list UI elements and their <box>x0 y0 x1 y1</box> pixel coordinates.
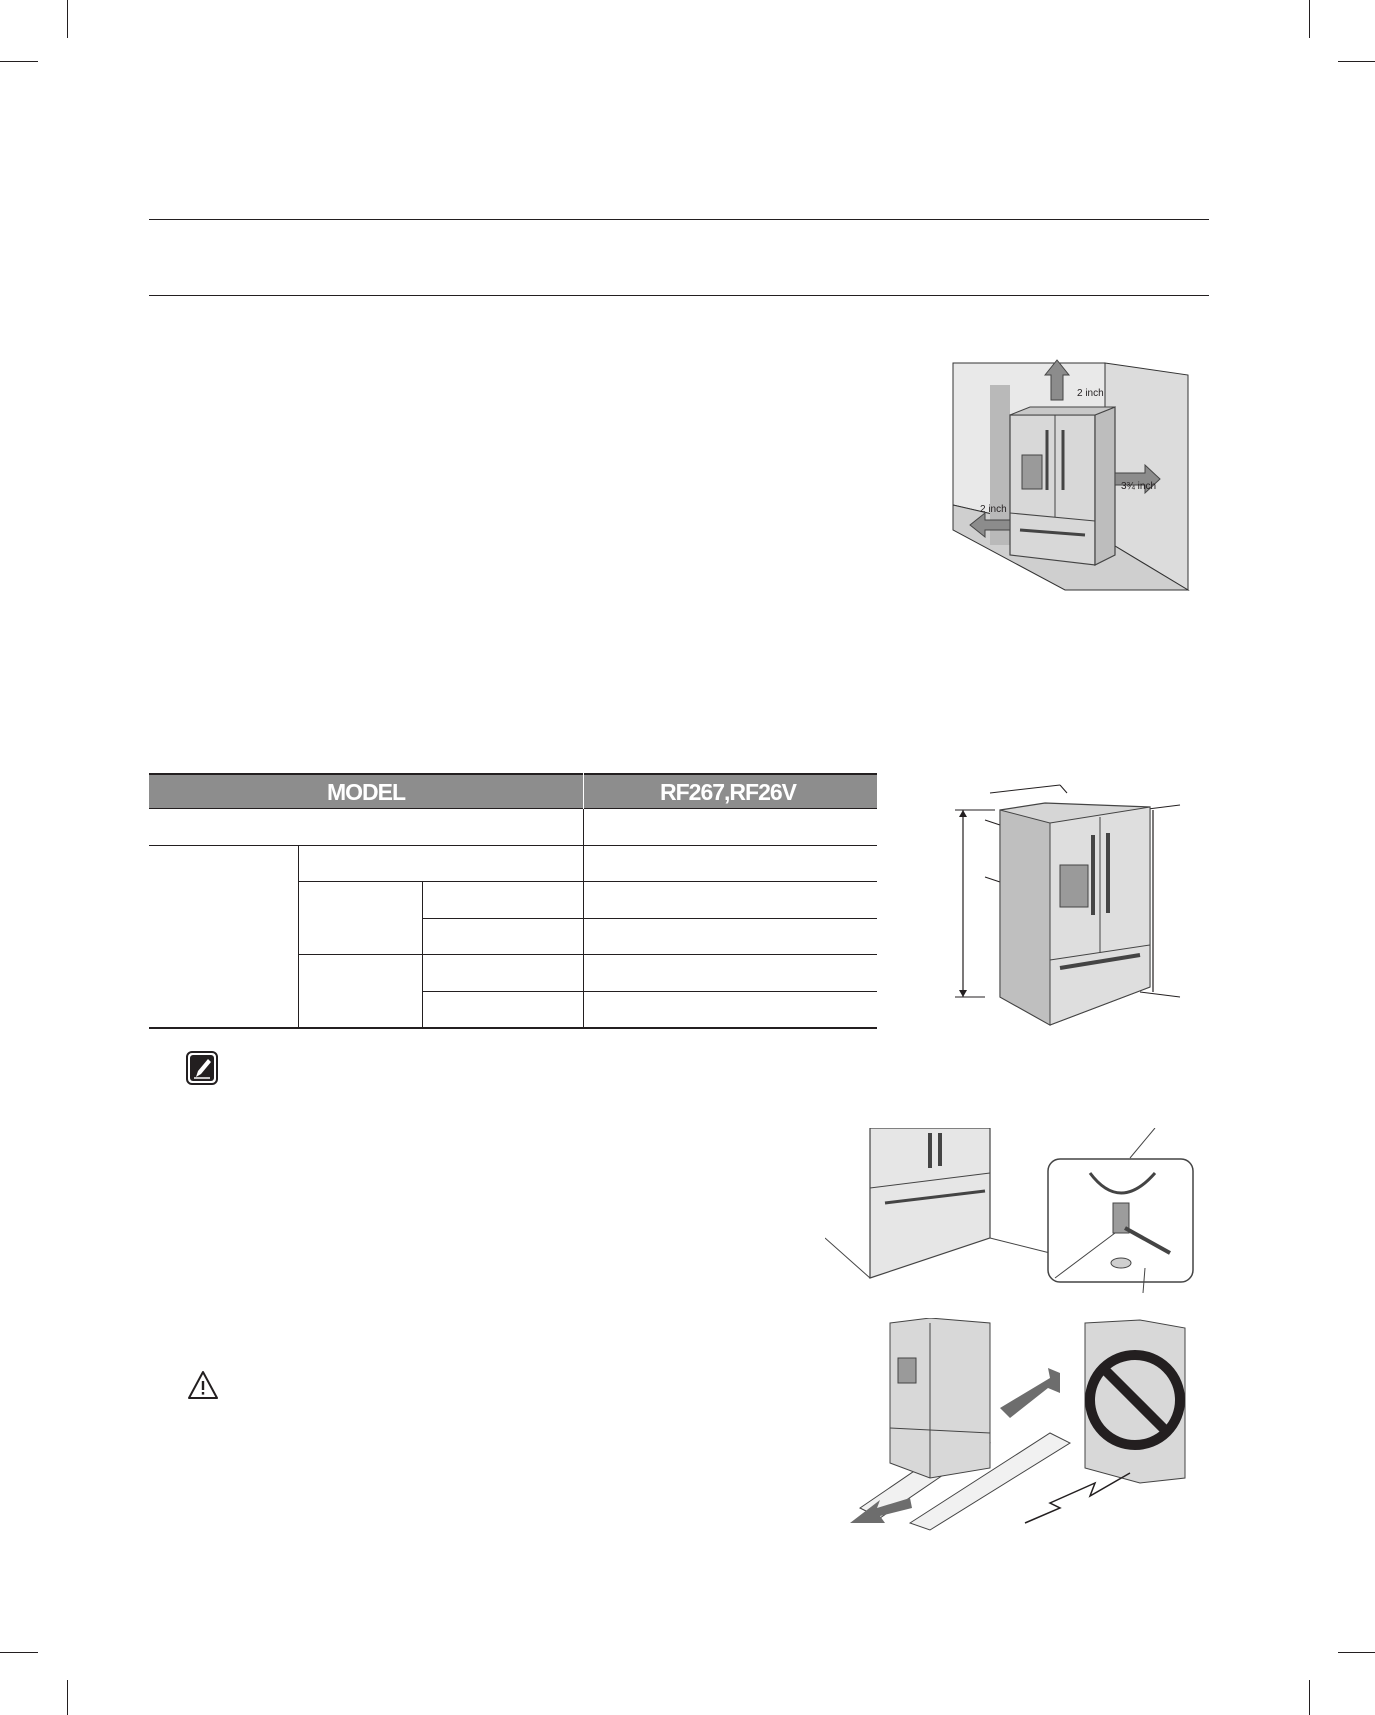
clearance-back-label: 2 inch <box>980 504 1007 515</box>
moving-figure <box>850 1318 1190 1533</box>
note-pencil-icon <box>186 1051 218 1085</box>
row-line <box>149 845 877 846</box>
header-rule-bottom <box>149 295 1209 296</box>
spec-table-header <box>149 773 877 809</box>
crop-mark <box>67 0 68 38</box>
fridge-body <box>890 1318 990 1478</box>
row-line <box>298 881 877 882</box>
dimensions-figure <box>955 775 1190 1035</box>
row-line <box>422 918 877 919</box>
crop-mark <box>0 1652 38 1653</box>
header-rule-top <box>149 219 1209 220</box>
header-divider <box>583 773 584 809</box>
row-line <box>422 991 877 992</box>
header-model: MODEL <box>327 779 406 805</box>
crop-mark <box>1338 1652 1375 1653</box>
leveling-figure <box>825 1128 1195 1293</box>
col-line <box>583 809 584 1028</box>
fridge-body <box>1010 415 1095 565</box>
table-bottom-rule <box>149 1027 877 1029</box>
clearance-side-label: 3¾ inch <box>1121 481 1157 492</box>
crop-mark <box>1309 0 1310 38</box>
arrow-up-right-icon <box>1000 1368 1060 1418</box>
crop-mark <box>0 61 38 62</box>
row-line <box>298 954 877 955</box>
crop-mark <box>1309 1680 1310 1715</box>
header-model-number: RF267,RF26V <box>660 779 797 805</box>
clearance-figure <box>945 355 1190 595</box>
col-line <box>422 881 423 1028</box>
col-line <box>298 845 299 1028</box>
caution-triangle-icon <box>187 1370 219 1400</box>
crop-mark <box>1338 61 1375 62</box>
crop-mark <box>67 1680 68 1715</box>
clearance-top-label: 2 inch <box>1077 388 1104 399</box>
